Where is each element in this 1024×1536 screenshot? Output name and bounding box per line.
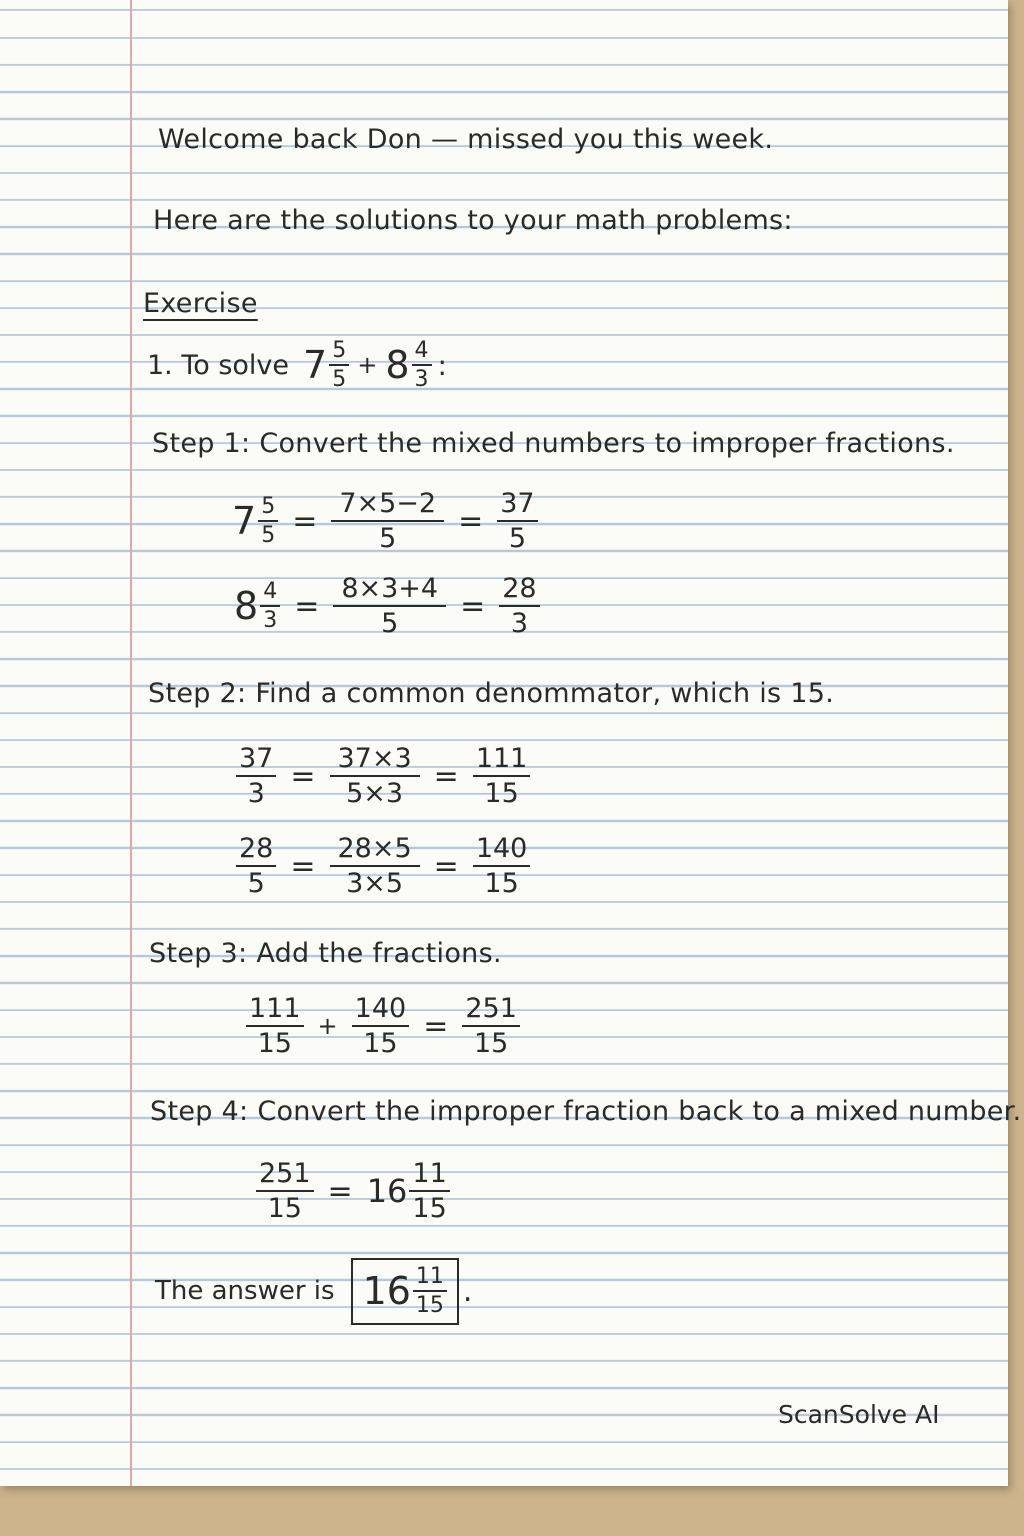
intermediate-fraction: $\frac{8\times 3+4}{5}$ (333, 573, 446, 639)
intermediate-fraction: $\frac{28\times 5}{3\times 5}$ (330, 833, 420, 899)
answer-suffix: . (462, 1273, 473, 1309)
problem-statement (147, 338, 447, 393)
step4-equation (256, 1158, 450, 1224)
mixed-whole: 7 (232, 499, 257, 544)
step1-equation-1 (232, 488, 538, 554)
equals-sign: = (290, 758, 316, 794)
step3-equation (246, 993, 520, 1059)
original-fraction: $\frac{37}{3}$ (236, 743, 276, 809)
equals-sign: = (327, 1173, 353, 1209)
equals-sign: = (433, 848, 459, 884)
result-fraction: $\frac{140}{15}$ (473, 833, 531, 899)
equals-sign: = (458, 503, 484, 539)
step1-label: Step 1: Convert the mixed numbers to improper fractions. (152, 428, 955, 459)
result-whole: 16 (366, 1172, 408, 1211)
step3-label: Step 3: Add the fractions. (149, 938, 502, 969)
intermediate-fraction: $\frac{37\times 3}{5\times 3}$ (330, 743, 420, 809)
exercise-heading: Exercise (143, 288, 258, 319)
equals-sign: = (290, 848, 316, 884)
result-fraction: $\frac{28}{3}$ (499, 573, 539, 639)
plus-sign: + (317, 1012, 338, 1041)
mixed-fraction: $\frac{4}{3}$ (260, 579, 280, 634)
improper-fraction: $\frac{251}{15}$ (256, 1158, 314, 1224)
step4-label: Step 4: Convert the improper fraction back to a mixed number. (150, 1096, 1022, 1127)
equals-sign: = (294, 588, 320, 624)
answer-prefix: The answer is (155, 1276, 335, 1307)
equals-sign: = (292, 503, 318, 539)
original-fraction: $\frac{28}{5}$ (236, 833, 276, 899)
intermediate-fraction: $\frac{7\times 5-2}{5}$ (331, 488, 444, 554)
result-fraction: $\frac{111}{15}$ (473, 743, 531, 809)
addend-fraction: $\frac{111}{15}$ (246, 993, 304, 1059)
sum-fraction: $\frac{251}{15}$ (462, 993, 520, 1059)
step1-equation-2 (234, 573, 540, 639)
margin-line (130, 0, 132, 1486)
equals-sign: = (433, 758, 459, 794)
problem-a-whole: 7 (303, 343, 328, 388)
answer-fraction: $\frac{11}{15}$ (413, 1264, 447, 1319)
mixed-fraction: $\frac{5}{5}$ (258, 494, 278, 549)
problem-a-fraction: $\frac{5}{5}$ (329, 338, 349, 393)
step2-equation-2 (236, 833, 530, 899)
equals-sign: = (460, 588, 486, 624)
equals-sign: = (423, 1008, 449, 1044)
answer-line (155, 1258, 472, 1325)
problem-b-fraction: $\frac{4}{3}$ (412, 338, 432, 393)
problem-b-whole: 8 (385, 343, 410, 388)
mixed-whole: 8 (234, 584, 259, 629)
answer-whole: 16 (362, 1269, 411, 1314)
step2-label: Step 2: Find a common denommator, which is 15. (148, 678, 835, 709)
result-fraction: $\frac{11}{15}$ (409, 1158, 449, 1224)
answer-box (351, 1258, 459, 1325)
result-fraction: $\frac{37}{5}$ (497, 488, 537, 554)
greeting-text: Welcome back Don — missed you this week. (158, 124, 774, 155)
step2-equation-1 (236, 743, 530, 809)
plus-sign: + (357, 351, 378, 380)
intro-text: Here are the solutions to your math problems: (153, 205, 793, 236)
problem-prefix: 1. To solve (147, 349, 290, 381)
problem-suffix: : (437, 348, 447, 382)
brand-signature: ScanSolve AI (778, 1400, 940, 1429)
addend-fraction: $\frac{140}{15}$ (352, 993, 410, 1059)
